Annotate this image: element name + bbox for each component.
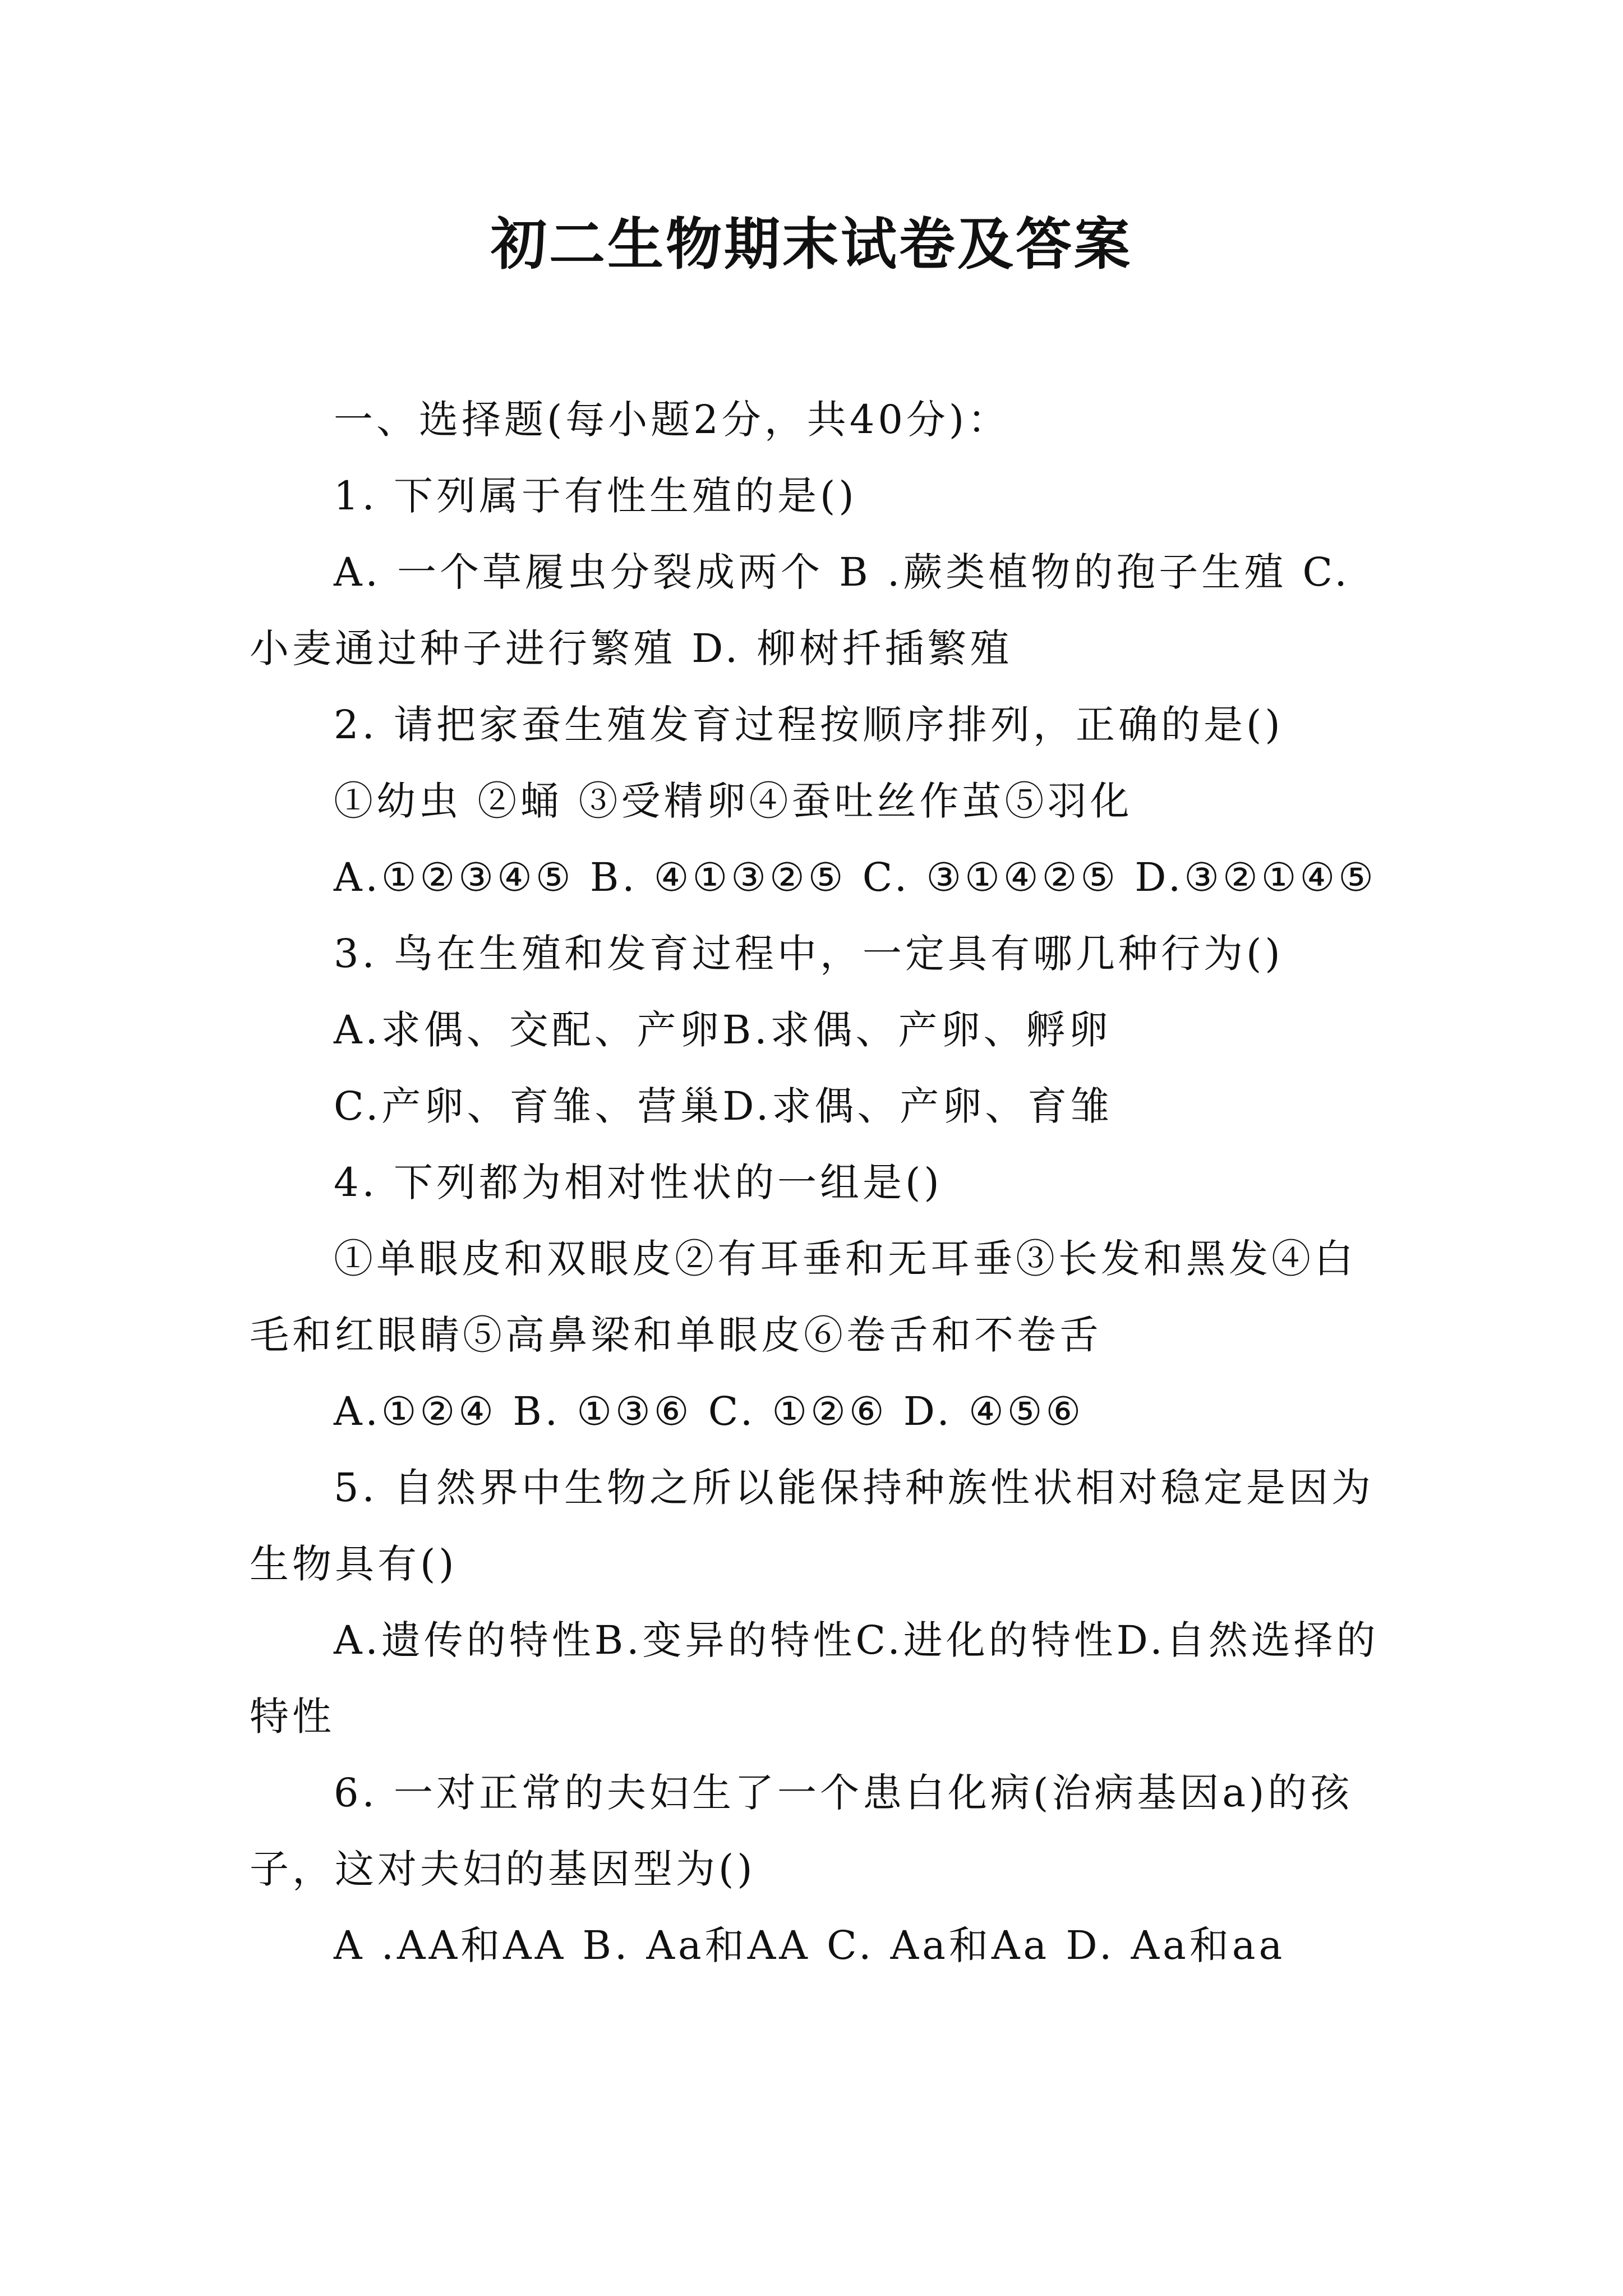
question-2: 2. 请把家蚕生殖发育过程按顺序排列，正确的是() xyxy=(334,702,1284,748)
question-4: 4. 下列都为相对性状的一组是() xyxy=(334,1159,943,1205)
section-heading: 一、选择题(每小题2分，共40分)： xyxy=(334,397,1011,443)
question-3: 3. 鸟在生殖和发育过程中，一定具有哪几种行为() xyxy=(334,931,1284,977)
question-2-items: ①幼虫 ②蛹 ③受精卵④蚕吐丝作茧⑤羽化 xyxy=(334,778,1133,824)
document-body xyxy=(250,381,1388,1984)
question-2-options: A.①②③④⑤ B. ④①③②⑤ C. ③①④②⑤ D.③②①④⑤ xyxy=(334,854,1377,900)
question-6: 6. 一对正常的夫妇生了一个患白化病(治病基因a)的孩子，这对夫妇的基因型为() xyxy=(250,1770,1353,1892)
question-4-items: ①单眼皮和双眼皮②有耳垂和无耳垂③长发和黑发④白毛和红眼睛⑤高鼻梁和单眼皮⑥卷舌和不卷舌 xyxy=(250,1236,1357,1358)
question-1-options: A. 一个草履虫分裂成两个 B .蕨类植物的孢子生殖 C. 小麦通过种子进行繁殖 D. 柳树扦插繁殖 xyxy=(250,549,1350,671)
question-6-options: A .AA和AA B. Aa和AA C. Aa和Aa D. Aa和aa xyxy=(334,1922,1286,1968)
question-5-options: A.遗传的特性B.变异的特性C.进化的特性D.自然选择的特性 xyxy=(250,1617,1379,1740)
document-title: 初二生物期末试卷及答案 xyxy=(491,211,1132,277)
question-4-options: A.①②④ B. ①③⑥ C. ①②⑥ D. ④⑤⑥ xyxy=(334,1388,1085,1434)
question-3-options-ab: A.求偶、交配、产卵B.求偶、产卵、孵卵 xyxy=(334,1007,1112,1053)
question-3-options-cd: C.产卵、育雏、营巢D.求偶、产卵、育雏 xyxy=(334,1083,1113,1129)
question-1: 1. 下列属于有性生殖的是() xyxy=(334,473,857,519)
question-5: 5. 自然界中生物之所以能保持种族性状相对稳定是因为生物具有() xyxy=(250,1465,1375,1587)
